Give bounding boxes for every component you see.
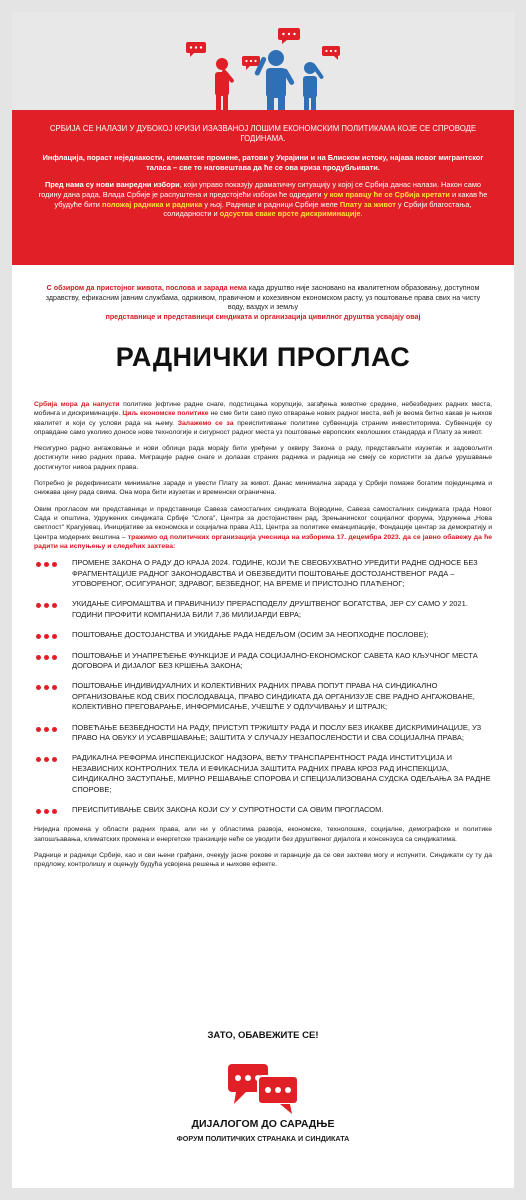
people-speaking-illustration — [182, 22, 352, 114]
speech-bubble-icon — [278, 28, 300, 44]
proclamation-body — [34, 400, 492, 877]
banner-crisis-text: Инфлација, пораст неједнакости, климатске промене, ратови у Украјини и на Блиском истоку, најава новог мигрантског таласа – све то наговештава да ће се ова криза продубљивати. — [42, 153, 484, 172]
dialogue-logo-icon — [226, 1060, 300, 1114]
para-text: политике јефтине радне снаге, подстицања корупције, загађења животне средине, небезбедних радних места, мобинга и дискриминације. — [34, 401, 493, 418]
paragraph: Ниједна промена у области радних права, али ни у областима развоја, економске, технолошке, социјалне, демографске и политике запошљавања, климатских промена и енергетске транзиције неће се увoдити без друштвеног дијалога и консензуса са синдикатима. — [34, 826, 492, 843]
list-item — [34, 558, 492, 589]
list-item — [34, 651, 492, 672]
bullet-dots-icon — [36, 807, 66, 815]
intro-red: представнице и представници синдиката и организација цивилног друштва усвајају овај — [105, 313, 421, 322]
demand-text: ПРЕИСПИТИВАЊЕ СВИХ ЗАКОНА КОЈИ СУ У СУПРОТНОСТИ СА ОВИМ ПРОГЛАСОМ. — [72, 805, 384, 815]
para-red: тражимо од политичких организација учесница на изборима 17. децембра 2023. да се јавно обавежу да ће радити на испуњењу и следећих захтева: — [34, 533, 492, 550]
banner-elections-paragraph — [34, 180, 492, 218]
para-red: Србија мора да напусти — [34, 401, 120, 408]
demand-text: ПОВЕЋАЊЕ БЕЗБЕДНОСТИ НА РАДУ, ПРИСТУП ТРЖИШТУ РАДА И ПОСЛУ БЕЗ ИКАКВЕ ДИСКРИМИНАЦИЈЕ, УЗ ПРАВО НА ОБУКУ И УСАВРШАВАЊЕ; ЗАШТИТА У СЛУЧАЈУ НЕЗАПОСЛЕНОСТИ И СВА СОЦИЈАЛНА ПРАВА; — [72, 722, 482, 743]
para-red: Циљ економске политике — [122, 410, 209, 418]
bullet-dots-icon — [36, 601, 66, 609]
demand-text: ПРОМЕНЕ ЗАКОНА О РАДУ ДО КРАЈА 2024. ГОДИНЕ, КОЈИ ЋЕ СВЕОБУХВАТНО УРЕДИТИ РАДНЕ ОДНОСЕ БЕЗ ФРАГМЕНТАЦИЈЕ РАДНОГ ЗАКОНОДАВСТВА И ОБЕЗБЕДИТИ ПОШТОВАЊЕ ДОСТОЈАНСТВЕНОГ РАДА – УГОВОРЕНОГ, ОСИГУРАНОГ, ЗДРАВОГ, БЕЗБЕДНОГ, НА ВРЕМЕ И ПРИСТОЈНО ПЛАЋЕНОГ; — [72, 558, 478, 588]
intro-body: када друштво није засновано на квалитетном образовању, доступном здравству, ефикасним јавним службама, одрживом, правичном и кохезивном економском расту, уз поштовање права свих на чисту воду, ваздух и земљу — [45, 284, 481, 312]
para-text: преиспитивање политике субвенција страним инвеститорима. Субвенције су оправдане само уколико доносе нове технологије и сигурност радног места уз поштовање европских еколошких стандарда и Плату за живот. — [34, 419, 492, 436]
bullet-dots-icon — [36, 653, 66, 661]
blue-person-icon — [254, 50, 295, 114]
list-item — [34, 753, 492, 795]
banner-text: и какав ће убудуће бити — [54, 189, 488, 209]
bullet-dots-icon — [36, 560, 66, 568]
speech-bubble-icon — [186, 42, 206, 57]
banner-text: у Србији благостања, солидарности и — [163, 199, 472, 219]
banner-highlight: Плату за живот — [339, 199, 396, 209]
list-item — [34, 723, 492, 744]
red-banner — [12, 110, 514, 265]
list-item — [34, 681, 492, 712]
bullet-dots-icon — [36, 632, 66, 640]
banner-paragraph — [34, 153, 492, 172]
paragraph: Потребно је редефинисати минималне зараде и увести Плату за живот. Данас минимална зарада у Србији помаже богатим појединцима и снижава цену рада свима. Она мора бити изузетак и временски ограничена. — [34, 480, 492, 497]
banner-bold: Пред нама су нови ванредни избори — [44, 180, 180, 190]
list-item — [34, 599, 492, 620]
demands-list — [34, 558, 492, 815]
logo-subtitle: ФОРУМ ПОЛИТИЧКИХ СТРАНАКА И СИНДИКАТА — [176, 1134, 350, 1143]
banner-text: у њој. Раднице и радници Србије желе — [202, 199, 340, 209]
demand-text: УКИДАЊЕ СИРОМАШТВА И ПРАВИЧНИЈУ ПРЕРАСПОДЕЛУ ДРУШТВЕНОГ БОГАТСТВА, ЈЕР СУ САМО У 2021. ГОДИНИ ПРОФИТИ КОМПАНИЈА БИЛИ 7,36 МИЛИЈАРДИ ЕВРА; — [72, 599, 468, 619]
para-text: Овим прогласом ми представници и представнице Савеза самосталних синдиката Војводине, Савеза самосталних синдиката града Новог Сада и општина, Удружених синдиката Србије "Слога", Центра за достојанствен рад, Зрењанинског социјалног форума, Удружења „Нова светлост" Крагујевац, Иницијативе за економска и социјална права А11, Центра за политике еманципације, Фондације центар за демократију и Центра модерних вештина – — [34, 505, 492, 541]
demand-text: ПОШТОВАЊЕ ИНДИВИДУАЛНИХ И КОЛЕКТИВНИХ РАДНИХ ПРАВА ПОПУТ ПРАВА НА СИНДИКАЛНО ОРГАНИЗОВАЊЕ КОД СВИХ ПОСЛОДАВАЦА, ПРАВО СИНДИКАТА ДА ОРГАНИЗУЈЕ СВЕ РАДНО АНГАЖОВАНЕ, КОЛЕКТИВНО ПРЕГОВАРАЊЕ, ИНФОРМИСАЊЕ, УЧЕШЋЕ У ОДЛУЧИВАЊУ И ШТРАЈК; — [72, 681, 475, 712]
poster — [12, 12, 514, 1188]
demand-text: ПОШТОВАЊЕ И УНАПРЕЂЕЊЕ ФУНКЦИЈЕ И РАДА СОЦИЈАЛНО-ЕКОНОМСКОГ САВЕТА КАО КЉУЧНОГ МЕСТА ДОГОВОРА И ДИЈАЛОГ БЕЗ КРШЕЊА ЗАКОНА; — [72, 650, 478, 670]
bullet-dots-icon — [36, 725, 66, 733]
bullet-dots-icon — [36, 755, 66, 763]
intro-red: С обзиром да пристојног живота, послова и зарада нема — [46, 284, 247, 292]
banner-text: . — [360, 209, 363, 219]
page-title: РАДНИЧКИ ПРОГЛАС — [115, 342, 411, 372]
paragraph — [34, 505, 492, 551]
logo-title: ДИЈАЛОГОМ ДО САРАДЊЕ — [191, 1118, 335, 1130]
red-person-icon — [215, 58, 235, 114]
paragraph — [34, 400, 492, 437]
header-illustration-area — [12, 12, 514, 110]
paragraph: Раднице и радници Србије, као и сви њени грађани, очекују јасне рокове и гаранције да се ови захтеви могу и испунити. Синдикати су ту да предложу, контролишу и оцењују будућа усвојена решења и њихове ефекте. — [34, 852, 492, 869]
intro-text — [40, 284, 486, 323]
bullet-dots-icon — [36, 683, 66, 691]
blue-person-icon — [303, 62, 324, 114]
list-item — [34, 630, 492, 640]
demand-text: ПОШТОВАЊЕ ДОСТОЈАНСТВА И УКИДАЊЕ РАДА НЕДЕЉОМ (ОСИМ ЗА НЕОПХОДНЕ ПОСЛОВЕ); — [72, 630, 429, 640]
speech-bubble-icon — [322, 46, 340, 60]
list-item — [34, 805, 492, 815]
closing-call: ЗАТО, ОБАВЕЖИТЕ СЕ! — [207, 1030, 319, 1041]
banner-highlight: у ком правцу ће се Србија кретати — [323, 189, 450, 199]
para-red: Залажемо се за — [177, 419, 234, 427]
para-text: не сме бити само пуко отварање нових радног места, већ је веома битно какав је њихов квалитет и који су услови рада на њему. — [34, 410, 493, 427]
demand-text: РАДИКАЛНА РЕФОРМА ИНСПЕКЦИЈСКОГ НАДЗОРА, ВЕЋУ ТРАНСПАРЕНТНОСТ РАДА ИНСТИТУЦИЈА И НЕЗАВИСНИХ КОНТРОЛНИХ ТЕЛА И ЕФИКАСНИЈА ЗАШТИТА РАДНИХ ПРАВА КРОЗ РАД ИНСПЕКЦИЈА, СИНДИКАЛНО ЗАСТУПАЊЕ, МИРНО РЕШАВАЊЕ СПОРОВА И СПЕЦИЈАЛИЗОВАНА СУДСКА ОДЕЉАЊА ЗА РАДНЕ СПОРОВЕ; — [72, 753, 491, 794]
banner-headline: СРБИЈА СЕ НАЛАЗИ У ДУБОКОЈ КРИЗИ ИЗАЗВАНОЈ ЛОШИМ ЕКОНОМСКИМ ПОЛИТИКАМА КОЈЕ СЕ СПРОВОДЕ ГОДИНАМА. — [49, 124, 477, 143]
banner-text: , који управо показују драматичну ситуацију у којој се Србија данас налази. Након само годину дана рада, Влада Србије је распуштена и предстојећи избори ће одредити — [38, 180, 482, 199]
banner-highlight: положај радника и радника — [101, 199, 203, 209]
banner-highlight: одсуства сваке врсте дискриминације — [219, 209, 361, 219]
paragraph: Несигурно радно ангажовање и нови облици рада морају бити уређени у оквиру Закона о раду, представљати изузетак и задовољити достигнути ниво радних права. Миграције радне снаге и долазак страних радника и радница не смеју се користити за даље урушавање достигнутог нивоа радних права. — [34, 445, 492, 471]
